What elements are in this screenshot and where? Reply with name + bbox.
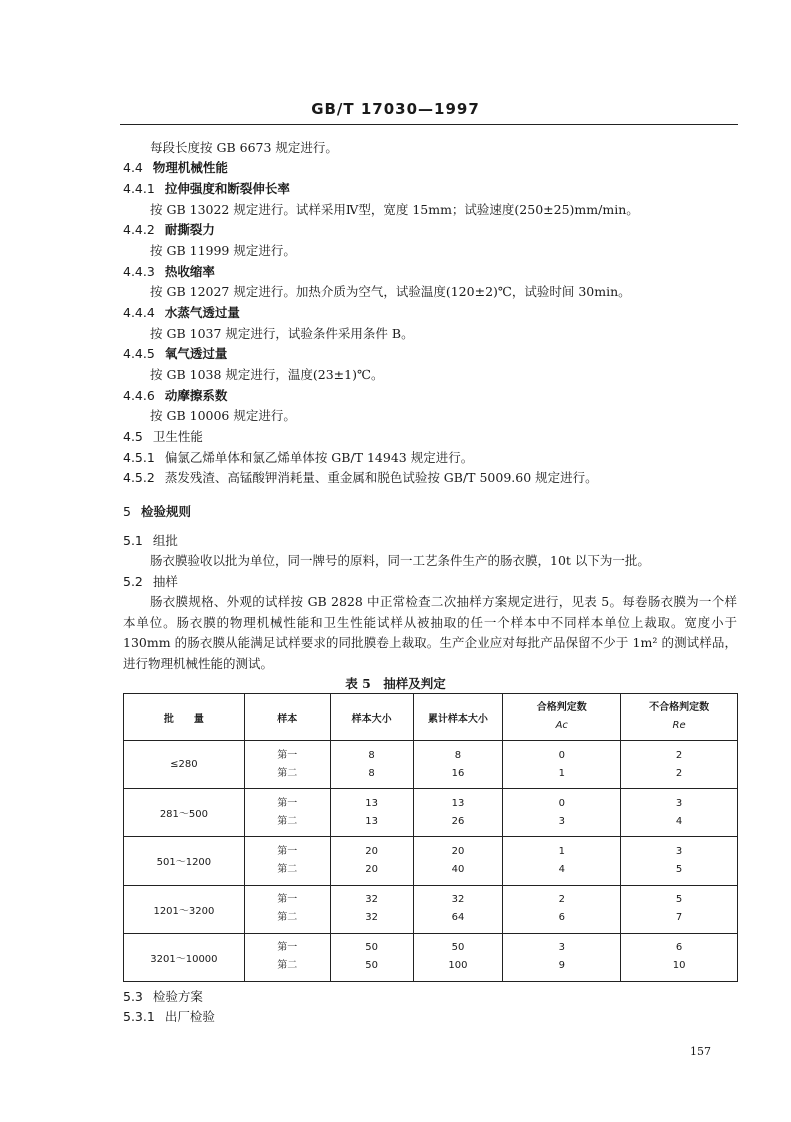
header-batch: 批 量: [124, 694, 245, 741]
reject-cell: [621, 789, 738, 837]
sampling-table: [123, 693, 738, 982]
section-body: 蒸发残渣、高锰酸钾消耗量、重金属和脱色试验按 GB/T 5009.60 规定进行。: [164, 470, 598, 485]
cumulative-cell: [413, 933, 503, 981]
section-number: 5.3: [123, 989, 143, 1004]
section-number: 4.4.2: [123, 222, 155, 237]
cumulative-second: 100: [448, 960, 468, 972]
size-second: 50: [365, 960, 378, 972]
page-number: 157: [690, 1045, 711, 1058]
section-4-4-6: [123, 388, 227, 404]
section-number: 4.5: [123, 429, 143, 444]
section-4-4-1: [123, 181, 290, 197]
section-title: 动摩擦系数: [164, 388, 228, 403]
section-number: 4.4.6: [123, 388, 155, 403]
sample-cell: [244, 885, 330, 933]
batch-cell: 1201～3200: [124, 885, 245, 933]
cumulative-cell: [413, 837, 503, 885]
table-row: [124, 837, 738, 885]
reject-cell: [621, 837, 738, 885]
section-body: 按 GB 10006 规定进行。: [150, 408, 296, 423]
section-number: 4.5.1: [123, 450, 155, 465]
size-first: 20: [365, 845, 378, 857]
cumulative-first: 13: [451, 797, 465, 809]
size-cell: [330, 741, 413, 789]
section-title: 耐撕裂力: [164, 222, 215, 237]
section-4-4-3: [123, 264, 215, 280]
section-title: 检验规则: [140, 504, 191, 519]
reject-first: 6: [675, 942, 683, 954]
table-row: [124, 885, 738, 933]
section-number: 5.2: [123, 574, 143, 589]
sample-cell: [244, 741, 330, 789]
cumulative-second: 40: [451, 863, 465, 875]
reject-first: 5: [675, 894, 683, 906]
section-title: 出厂检验: [164, 1009, 215, 1024]
table-caption: 表 5 抽样及判定: [345, 676, 446, 691]
section-4-5-2: [123, 470, 598, 486]
accept-second: 3: [558, 815, 565, 827]
size-second: 32: [365, 912, 378, 924]
cumulative-first: 20: [451, 845, 465, 857]
section-title: 水蒸气透过量: [164, 305, 240, 320]
continued-text: 每段长度按 GB 6673 规定进行。: [150, 140, 338, 155]
accept-first: 1: [558, 845, 565, 857]
reject-second: 4: [675, 815, 683, 827]
sample-second: 第二: [277, 912, 298, 924]
section-body: 按 GB 11999 规定进行。: [150, 243, 296, 258]
section-number: 5.3.1: [123, 1009, 155, 1024]
accept-second: 4: [558, 863, 565, 875]
section-number: 4.4: [123, 160, 143, 175]
cumulative-second: 64: [451, 912, 465, 924]
section-body: 偏氯乙烯单体和氯乙烯单体按 GB/T 14943 规定进行。: [164, 450, 474, 465]
section-4-4-2: [123, 222, 215, 238]
sample-first: 第一: [277, 797, 298, 809]
cumulative-first: 32: [451, 894, 465, 906]
accept-first: 0: [558, 749, 565, 761]
chapter-5: [123, 504, 191, 520]
reject-first: 3: [675, 845, 683, 857]
section-body: 按 GB 1038 规定进行，温度(23±1)℃。: [150, 367, 384, 382]
header-cumulative-size: 累计样本大小: [413, 694, 503, 741]
reject-first: 3: [675, 797, 683, 809]
sample-cell: [244, 933, 330, 981]
cumulative-cell: [413, 789, 503, 837]
sample-second: 第二: [277, 960, 298, 972]
size-second: 13: [365, 815, 378, 827]
standard-number-header: GB/T 17030—1997: [311, 100, 480, 118]
accept-cell: [503, 837, 621, 885]
section-4-5-1: [123, 450, 473, 466]
header-acceptance: [503, 694, 621, 741]
reject-second: 2: [675, 767, 683, 779]
section-number: 4.4.3: [123, 264, 155, 279]
sample-cell: [244, 789, 330, 837]
accept-second: 6: [558, 912, 565, 924]
header-rejection: [621, 694, 738, 741]
section-number: 5.1: [123, 533, 143, 548]
size-first: 8: [368, 749, 375, 761]
size-cell: [330, 885, 413, 933]
table-row: [124, 789, 738, 837]
reject-second: 7: [675, 912, 683, 924]
cumulative-cell: [413, 885, 503, 933]
header-sample-size: 样本大小: [330, 694, 413, 741]
section-number: 4.5.2: [123, 470, 155, 485]
reject-cell: [621, 933, 738, 981]
sample-second: 第二: [277, 815, 298, 827]
table-row: [124, 933, 738, 981]
reject-first: 2: [675, 749, 683, 761]
cumulative-cell: [413, 741, 503, 789]
accept-cell: [503, 789, 621, 837]
sample-cell: [244, 837, 330, 885]
section-4-4-5: [123, 346, 227, 362]
cumulative-second: 16: [451, 767, 465, 779]
acceptance-label: 合格判定数: [536, 702, 587, 713]
cumulative-second: 26: [451, 815, 465, 827]
size-first: 13: [365, 797, 378, 809]
section-4-4-4: [123, 305, 240, 321]
section-title: 组批: [152, 533, 178, 548]
section-title: 氧气透过量: [164, 346, 228, 361]
batch-cell: 281～500: [124, 789, 245, 837]
section-number: 5: [123, 504, 131, 519]
acceptance-symbol: Ac: [555, 720, 568, 731]
size-first: 50: [365, 942, 378, 954]
section-5-3-1: [123, 1009, 215, 1025]
accept-second: 1: [558, 767, 565, 779]
section-number: 4.4.4: [123, 305, 155, 320]
batch-cell: 501～1200: [124, 837, 245, 885]
reject-cell: [621, 885, 738, 933]
section-5-1: [123, 533, 178, 549]
section-5-3: [123, 989, 203, 1005]
table-header-row: [124, 694, 738, 741]
sample-first: 第一: [277, 749, 298, 761]
section-title: 卫生性能: [152, 429, 203, 444]
section-title: 抽样: [152, 574, 178, 589]
section-title: 物理机械性能: [152, 160, 228, 175]
size-first: 32: [365, 894, 378, 906]
section-number: 4.4.5: [123, 346, 155, 361]
size-cell: [330, 837, 413, 885]
section-number: 4.4.1: [123, 181, 155, 196]
accept-first: 3: [558, 942, 565, 954]
rejection-label: 不合格判定数: [649, 702, 710, 713]
size-cell: [330, 789, 413, 837]
accept-cell: [503, 741, 621, 789]
rejection-symbol: Re: [672, 720, 686, 731]
size-cell: [330, 933, 413, 981]
reject-second: 5: [675, 863, 683, 875]
reject-second: 10: [672, 960, 686, 972]
accept-cell: [503, 933, 621, 981]
accept-first: 0: [558, 797, 565, 809]
sample-first: 第一: [277, 845, 298, 857]
section-title: 检验方案: [152, 989, 203, 1004]
section-title: 热收缩率: [164, 264, 215, 279]
section-title: 拉伸强度和断裂伸长率: [164, 181, 290, 196]
accept-second: 9: [558, 960, 565, 972]
sample-first: 第一: [277, 942, 298, 954]
accept-first: 2: [558, 894, 565, 906]
section-body: 按 GB 1037 规定进行，试验条件采用条件 B。: [150, 326, 414, 341]
sampling-paragraph: 肠衣膜规格、外观的试样按 GB 2828 中正常检查二次抽样方案规定进行，见表 5。每卷肠衣膜为一个样本单位。肠衣膜的物理机械性能和卫生性能试样从被抽取的任一个样本中不同样本单位上裁取。宽度小于 130mm 的肠衣膜从能满足试样要求的同批膜卷上裁取。生产企业应对每批产品保留不少于 1m² 的测试样品，进行物理机械性能的测试。: [123, 594, 737, 671]
section-4-4: [123, 160, 228, 176]
sample-second: 第二: [277, 767, 298, 779]
section-body: 按 GB 13022 规定进行。试样采用Ⅳ型，宽度 15mm；试验速度(250±25)mm/min。: [150, 202, 639, 217]
section-body: 肠衣膜验收以批为单位，同一牌号的原料，同一工艺条件生产的肠衣膜，10t 以下为一批。: [150, 553, 650, 568]
cumulative-first: 8: [454, 749, 462, 761]
accept-cell: [503, 885, 621, 933]
sample-first: 第一: [277, 894, 298, 906]
section-5-2: [123, 574, 178, 590]
sample-second: 第二: [277, 863, 298, 875]
table-row: [124, 741, 738, 789]
batch-cell: ≤280: [124, 741, 245, 789]
size-second: 20: [365, 863, 378, 875]
cumulative-first: 50: [451, 942, 465, 954]
size-second: 8: [368, 767, 375, 779]
section-4-5: [123, 429, 203, 445]
batch-cell: 3201～10000: [124, 933, 245, 981]
reject-cell: [621, 741, 738, 789]
header-rule: [120, 124, 738, 125]
section-body: 按 GB 12027 规定进行。加热介质为空气，试验温度(120±2)℃，试验时间 30min。: [150, 284, 631, 299]
header-sample: 样本: [244, 694, 330, 741]
